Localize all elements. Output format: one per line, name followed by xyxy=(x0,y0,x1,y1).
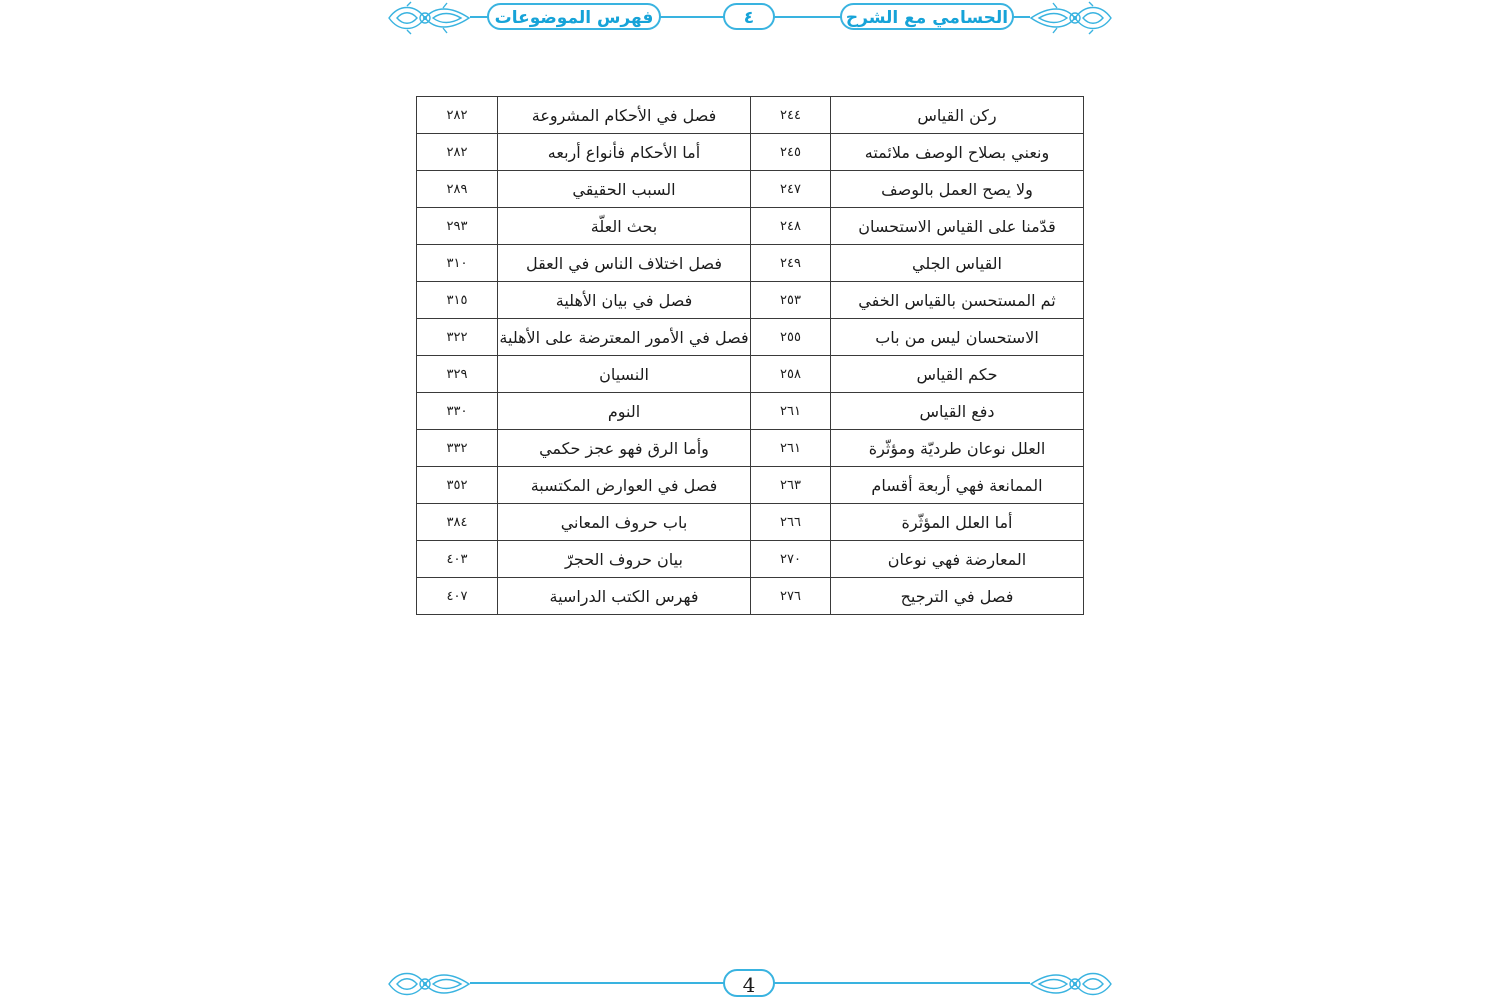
toc-entry-page: ٢٤٩ xyxy=(751,245,831,282)
toc-entry-page: ٢٨٢ xyxy=(417,134,498,171)
table-row xyxy=(417,245,1084,282)
toc-entry-page: ٢٧٦ xyxy=(751,578,831,615)
toc-entry-title: فصل في الأحكام المشروعة xyxy=(498,97,751,134)
table-row xyxy=(417,356,1084,393)
toc-entry-page: ٣٥٢ xyxy=(417,467,498,504)
toc-table xyxy=(416,96,1084,615)
toc-entry-page: ٣٢٩ xyxy=(417,356,498,393)
toc-entry-title: أما العلل المؤثّرة xyxy=(831,504,1084,541)
toc-entry-title: ولا يصح العمل بالوصف xyxy=(831,171,1084,208)
toc-entry-title: حكم القياس xyxy=(831,356,1084,393)
floral-ornament-icon xyxy=(385,0,471,36)
table-row xyxy=(417,430,1084,467)
section-title-badge: فهرس الموضوعات xyxy=(487,3,661,30)
toc-entry-title: النوم xyxy=(498,393,751,430)
table-row xyxy=(417,171,1084,208)
toc-entry-title: المعارضة فهي نوعان xyxy=(831,541,1084,578)
table-row xyxy=(417,134,1084,171)
table-row xyxy=(417,578,1084,615)
page-footer xyxy=(385,966,1115,1000)
toc-entry-title: القياس الجلي xyxy=(831,245,1084,282)
table-row xyxy=(417,467,1084,504)
toc-entry-page: ٢٤٤ xyxy=(751,97,831,134)
table-row xyxy=(417,393,1084,430)
table-row xyxy=(417,504,1084,541)
toc-entry-title: قدّمنا على القياس الاستحسان xyxy=(831,208,1084,245)
toc-entry-page: ٢٤٧ xyxy=(751,171,831,208)
toc-entry-title: فصل اختلاف الناس في العقل xyxy=(498,245,751,282)
footer-page-number: 4 xyxy=(723,969,775,997)
toc-entry-page: ٢٦١ xyxy=(751,393,831,430)
toc-entry-page: ٢٤٥ xyxy=(751,134,831,171)
table-row xyxy=(417,282,1084,319)
toc-entry-page: ٣٣٠ xyxy=(417,393,498,430)
toc-entry-title: بحث العلّة xyxy=(498,208,751,245)
toc-entry-title: فصل في الأمور المعترضة على الأهلية xyxy=(498,319,751,356)
toc-entry-page: ٢٨٢ xyxy=(417,97,498,134)
toc-entry-title: باب حروف المعاني xyxy=(498,504,751,541)
toc-entry-title: أما الأحكام فأنواع أربعه xyxy=(498,134,751,171)
toc-entry-page: ٢٥٥ xyxy=(751,319,831,356)
table-row xyxy=(417,208,1084,245)
toc-entry-page: ٣٨٤ xyxy=(417,504,498,541)
toc-entry-title: السبب الحقيقي xyxy=(498,171,751,208)
toc-entry-page: ٤٠٧ xyxy=(417,578,498,615)
toc-entry-title: فصل في العوارض المكتسبة xyxy=(498,467,751,504)
toc-entry-title: وأما الرق فهو عجز حكمي xyxy=(498,430,751,467)
table-row xyxy=(417,97,1084,134)
toc-body xyxy=(417,97,1084,615)
table-row xyxy=(417,541,1084,578)
floral-ornament-icon xyxy=(1029,0,1115,36)
toc-entry-title: ونعني بصلاح الوصف ملائمته xyxy=(831,134,1084,171)
toc-entry-page: ٢٧٠ xyxy=(751,541,831,578)
toc-entry-page: ٣١٠ xyxy=(417,245,498,282)
toc-entry-page: ٣٢٢ xyxy=(417,319,498,356)
header-page-number: ٤ xyxy=(723,3,775,30)
toc-entry-page: ٤٠٣ xyxy=(417,541,498,578)
toc-entry-page: ٣١٥ xyxy=(417,282,498,319)
toc-entry-page: ٢٦١ xyxy=(751,430,831,467)
toc-entry-title: ركن القياس xyxy=(831,97,1084,134)
toc-entry-page: ٢٥٣ xyxy=(751,282,831,319)
toc-entry-title: فهرس الكتب الدراسية xyxy=(498,578,751,615)
toc-entry-page: ٢٦٦ xyxy=(751,504,831,541)
toc-entry-page: ٢٥٨ xyxy=(751,356,831,393)
toc-entry-title: الممانعة فهي أربعة أقسام xyxy=(831,467,1084,504)
floral-ornament-icon xyxy=(385,966,471,1002)
floral-ornament-icon xyxy=(1029,966,1115,1002)
toc-entry-title: بيان حروف الحجرّ xyxy=(498,541,751,578)
book-title-badge: الحسامي مع الشرح xyxy=(840,3,1014,30)
page-header xyxy=(385,0,1115,36)
toc-entry-page: ٢٩٣ xyxy=(417,208,498,245)
toc-entry-page: ٢٤٨ xyxy=(751,208,831,245)
toc-entry-title: دفع القياس xyxy=(831,393,1084,430)
toc-entry-page: ٢٨٩ xyxy=(417,171,498,208)
toc-entry-title: الاستحسان ليس من باب xyxy=(831,319,1084,356)
toc-entry-title: فصل في الترجيح xyxy=(831,578,1084,615)
toc-entry-title: النسيان xyxy=(498,356,751,393)
toc-entry-title: فصل في بيان الأهلية xyxy=(498,282,751,319)
toc-entry-page: ٢٦٣ xyxy=(751,467,831,504)
toc-entry-title: ثم المستحسن بالقياس الخفي xyxy=(831,282,1084,319)
table-row xyxy=(417,319,1084,356)
toc-entry-page: ٣٣٢ xyxy=(417,430,498,467)
toc-entry-title: العلل نوعان طرديّة ومؤثّرة xyxy=(831,430,1084,467)
